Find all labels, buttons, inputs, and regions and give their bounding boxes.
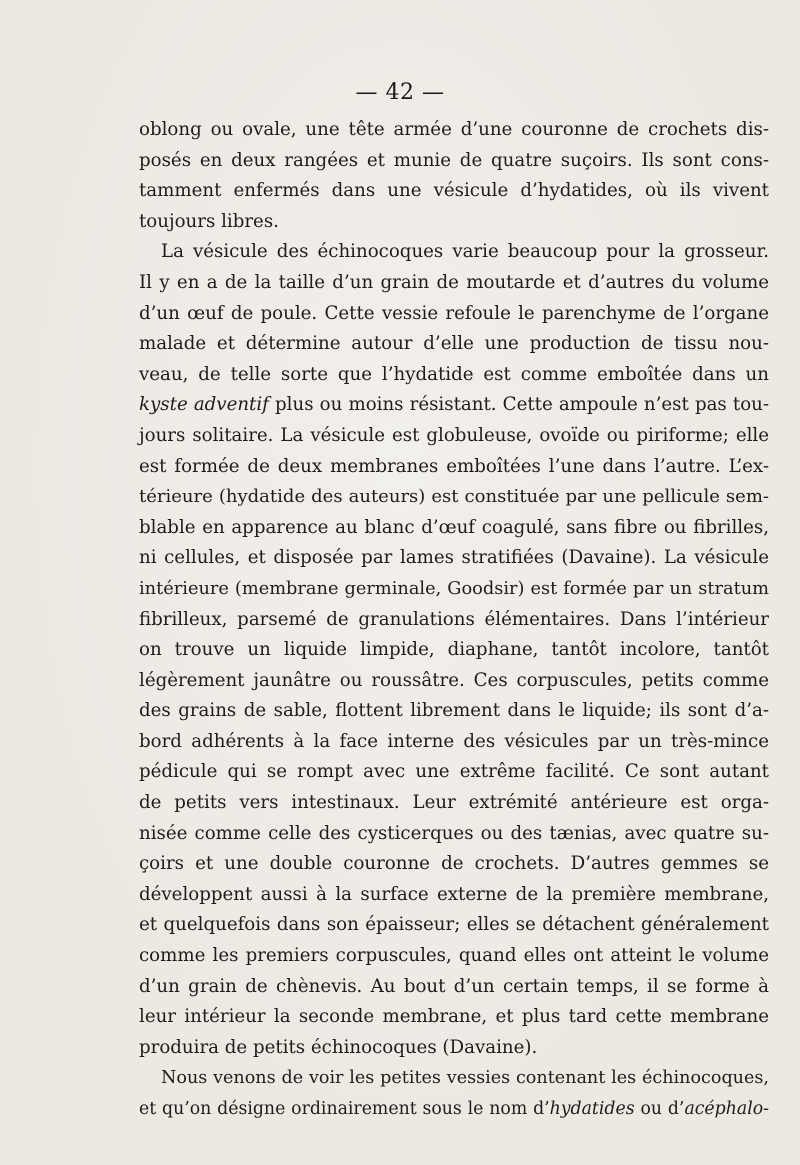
text-line: de petits vers intestinaux. Leur extrémité antérieure est orga- [139, 792, 769, 814]
text-line: blable en apparence au blanc d’œuf coagulé, sans fibre ou fibrilles, [139, 516, 769, 538]
text-line: kyste adventif plus ou moins résistant. Cette ampoule n’est pas tou- [139, 394, 770, 416]
italic-term: acéphalo- [684, 1099, 769, 1119]
text-line: intérieure (membrane germinale, Goodsir) est formée par un stratum [139, 578, 769, 599]
page-number-header: — 42 — [355, 80, 445, 105]
text-line: légèrement jaunâtre ou roussâtre. Ces corpuscules, petits comme [139, 669, 769, 691]
body-text [139, 115, 769, 1125]
text-line: est formée de deux membranes emboîtées l’une dans l’autre. L’ex- [139, 455, 769, 477]
text-line: posés en deux rangées et munie de quatre suçoirs. Ils sont cons- [139, 149, 769, 171]
text-line: toujours libres. [139, 210, 279, 232]
text-line: d’un grain de chènevis. Au bout d’un certain temps, il se forme à [139, 975, 769, 997]
text-line: La vésicule des échinocoques varie beaucoup pour la grosseur. [161, 241, 769, 263]
text-line: çoirs et une double couronne de crochets. D’autres gemmes se [139, 853, 769, 875]
italic-term: hydatides [549, 1099, 635, 1119]
text-line: bord adhérents à la face interne des vésicules par un très-mince [139, 730, 769, 752]
text-line: nisée comme celle des cysticerques ou des tænias, avec quatre su- [139, 822, 769, 844]
text-line: térieure (hydatide des auteurs) est constituée par une pellicule sem- [139, 486, 769, 508]
text-line: Il y en a de la taille d’un grain de moutarde et d’autres du volume [139, 271, 769, 293]
text-line: fibrilleux, parsemé de granulations élémentaires. Dans l’intérieur [139, 608, 769, 630]
text-line: malade et détermine autour d’elle une production de tissu nou- [139, 333, 769, 355]
text-line: tamment enfermés dans une vésicule d’hydatides, où ils vivent [139, 180, 769, 202]
text-line: et qu’on désigne ordinairement sous le nom d’hydatides ou d’acéphalo- [139, 1099, 769, 1119]
text-line: veau, de telle sorte que l’hydatide est comme emboîtée dans un [139, 363, 769, 385]
text-line: oblong ou ovale, une tête armée d’une couronne de crochets dis- [139, 119, 769, 140]
text-line: ni cellules, et disposée par lames stratifiées (Davaine). La vésicule [139, 547, 769, 569]
text-line: pédicule qui se rompt avec une extrême facilité. Ce sont autant [139, 761, 769, 783]
text-line: développent aussi à la surface externe de la première membrane, [139, 883, 769, 905]
italic-term: kyste adventif [139, 394, 269, 416]
text-line: produira de petits échinocoques (Davaine). [139, 1036, 538, 1058]
text-line: et quelquefois dans son épaisseur; elles se détachent généralement [139, 914, 769, 936]
text-line: comme les premiers corpuscules, quand elles ont atteint le volume [139, 945, 769, 967]
text-line: Nous venons de voir les petites vessies contenant les échinocoques, [161, 1068, 769, 1089]
text-line: on trouve un liquide limpide, diaphane, tantôt incolore, tantôt [139, 639, 769, 661]
text-line: jours solitaire. La vésicule est globuleuse, ovoïde ou piriforme; elle [139, 424, 769, 446]
text-line: d’un œuf de poule. Cette vessie refoule le parenchyme de l’organe [139, 302, 769, 324]
text-line: des grains de sable, flottent librement dans le liquide; ils sont d’a- [139, 700, 769, 722]
text-line: leur intérieur la seconde membrane, et plus tard cette membrane [139, 1006, 769, 1028]
